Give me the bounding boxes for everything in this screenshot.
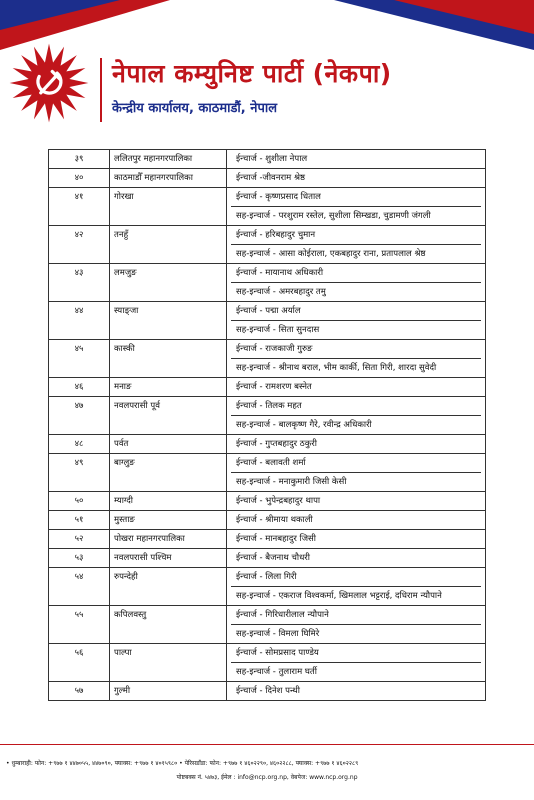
- table-row: [49, 511, 486, 530]
- incharge-cell: [227, 454, 486, 492]
- incharge-cell: [227, 682, 486, 701]
- incharge-line: ईन्चार्ज - शुशीला नेपाल: [236, 154, 308, 164]
- co-incharge-line: सह-इन्चार्ज - सिता सुनदास: [231, 320, 481, 339]
- incharge-line: ईन्चार्ज - पद्मा अर्याल: [236, 306, 301, 316]
- party-name: नेपाल कम्युनिष्ट पार्टी (नेकपा): [112, 59, 392, 88]
- district-name: गुल्मी: [110, 682, 227, 701]
- district-name: नवलपरासी पूर्व: [110, 397, 227, 435]
- footer: [0, 744, 534, 791]
- row-number: ५७: [49, 682, 110, 701]
- district-name: बाग्लुङ: [110, 454, 227, 492]
- row-number: ४७: [49, 397, 110, 435]
- incharge-line: ईन्चार्ज - दिनेश पन्थी: [236, 686, 300, 696]
- row-number: ४०: [49, 169, 110, 188]
- row-number: ५४: [49, 568, 110, 606]
- incharge-cell: [227, 169, 486, 188]
- incharge-line: ईन्चार्ज - भुपेन्द्रबहादुर थापा: [236, 496, 321, 506]
- incharge-cell: [227, 530, 486, 549]
- table-row: [49, 378, 486, 397]
- incharge-line: ईन्चार्ज - रामशरण बस्नेत: [236, 382, 312, 392]
- incharge-line: ईन्चार्ज - तिलक महत: [236, 401, 302, 411]
- table-row: [49, 188, 486, 226]
- table-row: [49, 606, 486, 644]
- district-name: गोरखा: [110, 188, 227, 226]
- incharge-cell: [227, 549, 486, 568]
- incharge-cell: [227, 492, 486, 511]
- table-row: [49, 454, 486, 492]
- incharge-cell: [227, 606, 486, 644]
- table-row: [49, 682, 486, 701]
- row-number: ४६: [49, 378, 110, 397]
- district-name: काठमाडौँ महानगरपालिका: [110, 169, 227, 188]
- row-number: ५१: [49, 511, 110, 530]
- incharge-line: ईन्चार्ज - हरिबहादुर चुमान: [236, 230, 316, 240]
- co-incharge-line: सह-इन्चार्ज - परशुराम रस्तेल, सुशीला सिम्खडा, चुडामणी जंगली: [231, 206, 481, 225]
- incharge-line: ईन्चार्ज - मानबहादुर जिसी: [236, 534, 316, 544]
- incharge-cell: [227, 264, 486, 302]
- incharge-line: ईन्चार्ज - राजकाजी गुरुङ: [236, 344, 313, 354]
- row-number: ४२: [49, 226, 110, 264]
- co-incharge-line: सह-इन्चार्ज - विमला घिमिरे: [231, 624, 481, 643]
- incharge-line: ईन्चार्ज - लिला गिरी: [236, 572, 297, 582]
- incharge-line: ईन्चार्ज - श्रीमाया थकाली: [236, 515, 313, 525]
- co-incharge-line: सह-इन्चार्ज - एकराज विश्वकर्मा, खिमलाल भट्टराई, दधिराम न्यौपाने: [231, 586, 481, 605]
- district-name: मनाङ: [110, 378, 227, 397]
- district-name: नवलपरासी पश्चिम: [110, 549, 227, 568]
- table-row: [49, 397, 486, 435]
- table-row: [49, 302, 486, 340]
- incharge-line: ईन्चार्ज -जीवनराम श्रेष्ठ: [236, 173, 305, 183]
- incharge-line: ईन्चार्ज - सोमप्रसाद पाण्डेय: [236, 648, 319, 658]
- district-name: पर्वत: [110, 435, 227, 454]
- table-row: [49, 264, 486, 302]
- incharge-cell: [227, 435, 486, 454]
- row-number: ५३: [49, 549, 110, 568]
- incharge-cell: [227, 150, 486, 169]
- co-incharge-line: सह-इन्चार्ज - श्रीनाथ बराल, भीम कार्की, सिता गिरी, शारदा सुवेदी: [231, 358, 481, 377]
- table-row: [49, 435, 486, 454]
- incharge-cell: [227, 397, 486, 435]
- letterhead: [0, 0, 534, 140]
- row-number: ४८: [49, 435, 110, 454]
- incharge-cell: [227, 226, 486, 264]
- table-row: [49, 340, 486, 378]
- table-row: [49, 169, 486, 188]
- district-name: मुस्ताङ: [110, 511, 227, 530]
- district-name: रुपन्देही: [110, 568, 227, 606]
- incharge-cell: [227, 644, 486, 682]
- footer-contact-line: • धुम्बाराही: फोन: +९७७ १ ४४७०५५, ४४७०९०, फ्याक्स: +९७७ १ ४०१५९८० • पेरिसडाँडा: फोन: +९७७ १ ४६०२२९०, ४६०२२८८, फ्याक्स: +९७७ १ ४६०२२८९: [6, 760, 359, 767]
- district-name: कपिलवस्तु: [110, 606, 227, 644]
- incharge-line: ईन्चार्ज - गिरिधारीलाल न्यौपाने: [236, 610, 329, 620]
- row-number: ५५: [49, 606, 110, 644]
- table-row: [49, 226, 486, 264]
- district-name: स्याङ्जा: [110, 302, 227, 340]
- co-incharge-line: सह-इन्चार्ज - अमरबहादुर तमु: [231, 282, 481, 301]
- co-incharge-line: सह-इन्चार्ज - बालकृष्ण गैरे, रवीन्द्र अधिकारी: [231, 415, 481, 434]
- table-row: [49, 530, 486, 549]
- row-number: ४३: [49, 264, 110, 302]
- row-number: ५०: [49, 492, 110, 511]
- district-name: तनहुँ: [110, 226, 227, 264]
- incharge-cell: [227, 511, 486, 530]
- district-name: लमजुङ: [110, 264, 227, 302]
- row-number: ४५: [49, 340, 110, 378]
- co-incharge-line: सह-इन्चार्ज - तुलाराम घर्ती: [231, 662, 481, 681]
- incharge-line: ईन्चार्ज - मायानाथ अधिकारी: [236, 268, 324, 278]
- party-logo-star-icon: [8, 42, 90, 124]
- row-number: ५२: [49, 530, 110, 549]
- district-name: म्याग्दी: [110, 492, 227, 511]
- incharge-cell: [227, 378, 486, 397]
- incharge-line: ईन्चार्ज - गुप्तबहादुर ठकुरी: [236, 439, 317, 449]
- co-incharge-line: सह-इन्चार्ज - मनाकुमारी जिसी केसी: [231, 472, 481, 491]
- footer-email-line: पोष्टबक्स नं. ५४७३, ईमेल : info@ncp.org.np, वेबपेज: www.ncp.org.np: [176, 774, 358, 781]
- table-row: [49, 150, 486, 169]
- district-name: ललितपुर महानगरपालिका: [110, 150, 227, 169]
- table-row: [49, 492, 486, 511]
- incharge-table: [48, 149, 486, 701]
- row-number: ५६: [49, 644, 110, 682]
- incharge-cell: [227, 340, 486, 378]
- table-row: [49, 644, 486, 682]
- row-number: ३९: [49, 150, 110, 169]
- district-name: पोखरा महानगरपालिका: [110, 530, 227, 549]
- co-incharge-line: सह-इन्चार्ज - आसा कोईराला, एकबहादुर राना, प्रतापलाल श्रेष्ठ: [231, 244, 481, 263]
- district-name: पाल्पा: [110, 644, 227, 682]
- incharge-cell: [227, 302, 486, 340]
- office-address: केन्द्रीय कार्यालय, काठमाडौं, नेपाल: [112, 101, 278, 116]
- row-number: ४१: [49, 188, 110, 226]
- incharge-cell: [227, 188, 486, 226]
- table-row: [49, 549, 486, 568]
- incharge-line: ईन्चार्ज - बलावती शर्मा: [236, 458, 306, 468]
- district-name: कास्की: [110, 340, 227, 378]
- incharge-line: ईन्चार्ज - कृष्णप्रसाद धिताल: [236, 192, 321, 202]
- row-number: ४४: [49, 302, 110, 340]
- incharge-cell: [227, 568, 486, 606]
- row-number: ४९: [49, 454, 110, 492]
- incharge-line: ईन्चार्ज - बैजनाथ चौधरी: [236, 553, 310, 563]
- header-divider: [100, 58, 102, 122]
- table-row: [49, 568, 486, 606]
